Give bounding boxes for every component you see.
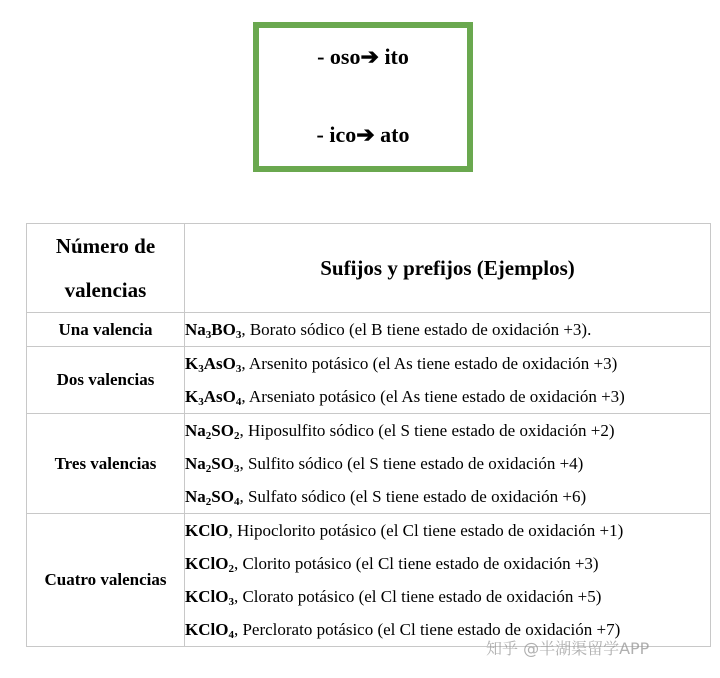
example-line [185, 347, 710, 380]
example-description: , Clorato potásico (el Cl tiene estado de oxidación +5) [233, 587, 602, 606]
example-description: , Perclorato potásico (el Cl tiene estado de oxidación +7) [233, 620, 621, 639]
header-numero-valencias [27, 224, 185, 313]
example-line [185, 447, 710, 480]
table-body [27, 313, 711, 647]
chemical-formula [185, 320, 241, 339]
formula-subscript: 2 [233, 430, 240, 442]
example-line [185, 480, 710, 513]
chemical-formula [185, 554, 234, 573]
formula-part: BO [211, 320, 236, 339]
formula-subscript: 2 [205, 496, 212, 508]
formula-part: KClO [185, 554, 229, 573]
valence-group-label: Dos valencias [27, 347, 185, 414]
formula-subscript: 2 [205, 463, 212, 475]
chemical-formula [185, 454, 239, 473]
suffix-rule-oso [259, 44, 467, 70]
formula-subscript: 3 [233, 463, 240, 475]
formula-subscript: 3 [198, 396, 204, 408]
examples-cell [185, 414, 711, 514]
table-row [27, 514, 711, 647]
formula-subscript: 2 [228, 563, 234, 575]
rule-from: - oso [317, 44, 361, 69]
chemical-formula [185, 587, 234, 606]
suffix-rule-box [253, 22, 473, 172]
suffix-rule-ico [259, 122, 467, 148]
formula-part: Na [185, 454, 206, 473]
formula-part: KClO [185, 620, 229, 639]
valence-group-label: Tres valencias [27, 414, 185, 514]
formula-part: Na [185, 487, 206, 506]
example-description: , Borato sódico (el B tiene estado de oxidación +3). [241, 320, 592, 339]
table-row [27, 313, 711, 347]
example-description: , Hipoclorito potásico (el Cl tiene estado de oxidación +1) [228, 521, 624, 540]
example-description: , Arsenito potásico (el As tiene estado de oxidación +3) [241, 354, 618, 373]
arrow-icon: ➔ [360, 44, 379, 69]
formula-part: AsO [203, 387, 236, 406]
example-description: , Hiposulfito sódico (el S tiene estado de oxidación +2) [239, 421, 615, 440]
formula-subscript: 3 [235, 329, 242, 341]
example-description: , Clorito potásico (el Cl tiene estado de oxidación +3) [233, 554, 599, 573]
formula-subscript: 4 [233, 496, 240, 508]
chemical-formula [185, 421, 239, 440]
arrow-icon: ➔ [356, 122, 375, 147]
header-sufijos: Sufijos y prefijos (Ejemplos) [185, 224, 711, 313]
valence-group-label: Una valencia [27, 313, 185, 347]
example-line [185, 313, 710, 346]
table-row [27, 347, 711, 414]
formula-part: KClO [185, 587, 229, 606]
rule-to: ato [374, 122, 410, 147]
formula-subscript: 3 [235, 363, 242, 375]
formula-part: AsO [203, 354, 236, 373]
chemical-formula [185, 521, 228, 540]
formula-subscript: 4 [228, 629, 234, 641]
example-line [185, 380, 710, 413]
valence-table [26, 223, 711, 647]
example-description: , Sulfato sódico (el S tiene estado de oxidación +6) [239, 487, 587, 506]
table-header-row [27, 224, 711, 313]
formula-subscript: 3 [198, 363, 204, 375]
formula-part: KClO [185, 521, 229, 540]
example-line [185, 580, 710, 613]
example-description: , Arseniato potásico (el As tiene estado de oxidación +3) [241, 387, 625, 406]
table-row [27, 414, 711, 514]
chemical-formula [185, 620, 234, 639]
rule-to: ito [378, 44, 409, 69]
header-line: Número de [55, 234, 156, 258]
chemical-formula [185, 354, 241, 373]
formula-subscript: 3 [205, 329, 212, 341]
example-description: , Sulfito sódico (el S tiene estado de oxidación +4) [239, 454, 584, 473]
examples-cell [185, 514, 711, 647]
formula-subscript: 2 [205, 430, 212, 442]
formula-part: K [185, 387, 199, 406]
chemical-formula [185, 487, 239, 506]
example-line [185, 547, 710, 580]
formula-part: SO [211, 487, 234, 506]
examples-cell [185, 347, 711, 414]
rule-from: - ico [316, 122, 357, 147]
formula-part: Na [185, 421, 206, 440]
chemical-formula [185, 387, 241, 406]
formula-part: SO [211, 454, 234, 473]
valence-group-label: Cuatro valencias [27, 514, 185, 647]
formula-subscript: 3 [228, 596, 234, 608]
formula-part: Na [185, 320, 206, 339]
example-line [185, 514, 710, 547]
examples-cell [185, 313, 711, 347]
example-line [185, 414, 710, 447]
header-line: valencias [64, 278, 147, 302]
formula-part: SO [211, 421, 234, 440]
formula-subscript: 4 [235, 396, 242, 408]
formula-part: K [185, 354, 199, 373]
watermark: 知乎 @半湖渠留学APP [486, 639, 650, 658]
